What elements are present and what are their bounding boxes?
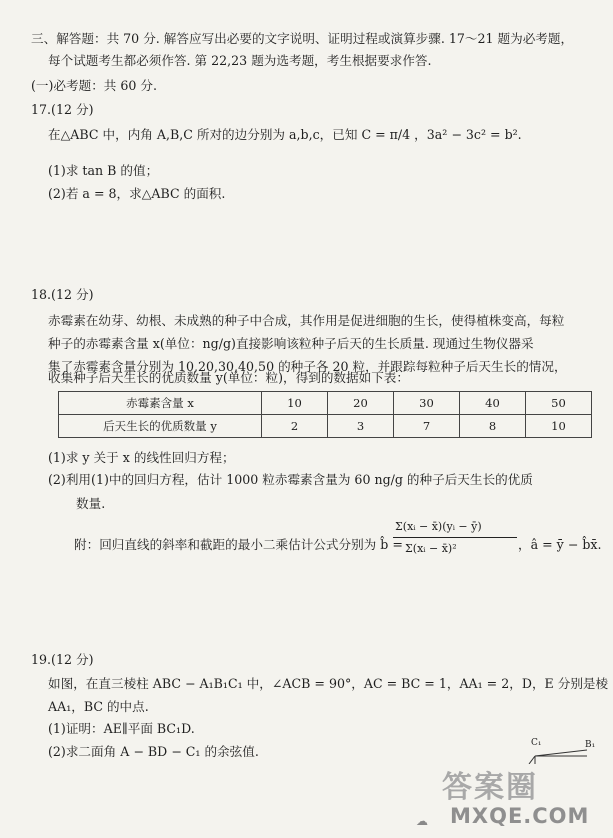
- label-b1: B₁: [585, 740, 596, 750]
- table-cell: 50: [526, 392, 592, 415]
- watermark: [416, 762, 606, 832]
- watermark-title: 答案圈: [442, 770, 538, 805]
- table-cell: 8: [460, 415, 526, 438]
- data-table: [58, 391, 592, 438]
- table-cell: 20: [328, 392, 394, 415]
- q18-para1: 赤霉素在幼芽、幼根、未成熟的种子中合成，其作用是促进细胞的生长，使得植株变高，每粒: [48, 313, 565, 328]
- watermark-url: MXQE.COM: [450, 804, 590, 828]
- q17-number: 17.(12 分): [31, 102, 94, 117]
- table-cell: 30: [394, 392, 460, 415]
- table-cell: 2: [262, 415, 328, 438]
- required-label: (一)必考题：共 60 分.: [31, 78, 158, 93]
- q18-part2-cont: 数量.: [76, 496, 106, 511]
- table-cell: 7: [394, 415, 460, 438]
- q18-para3: 集了赤霉素含量分别为 10,20,30,40,50 的种子各 20 粒，并跟踪每粒种子后天生长的情况，: [48, 359, 567, 374]
- section-heading: 三、解答题：共 70 分. 解答应写出必要的文字说明、证明过程或演算步骤. 17～21 题为必考题，: [31, 31, 574, 46]
- q19-part2: (2)求二面角 A − BD − C₁ 的余弦值.: [48, 744, 259, 759]
- table-cell: 3: [328, 415, 394, 438]
- formula-note: 附：回归直线的斜率和截距的最小二乘估计公式分别为 b̂ =: [74, 537, 403, 552]
- q19-part1: (1)证明：AE∥平面 BC₁D.: [48, 721, 195, 736]
- q19-stem: 如图，在直三棱柱 ABC − A₁B₁C₁ 中，∠ACB = 90°，AC = BC = 1，AA₁ = 2，D，E 分别是棱: [48, 676, 609, 691]
- fraction-bar: [393, 537, 517, 538]
- q17-stem: 在△ABC 中，内角 A,B,C 所对的边分别为 a,b,c，已知 C = π/4 ，3a² − 3c² = b².: [48, 127, 522, 142]
- table-cell: 10: [262, 392, 328, 415]
- prism-figure: [527, 738, 597, 764]
- table-header-y: 后天生长的优质数量 y: [59, 415, 262, 438]
- table-row: [59, 392, 592, 415]
- q17-part2: (2)若 a = 8，求△ABC 的面积.: [48, 186, 226, 201]
- section-instructions: 每个试题考生都必须作答. 第 22,23 题为选考题，考生根据要求作答.: [48, 53, 432, 68]
- q19-number: 19.(12 分): [31, 652, 94, 667]
- q18-para2: 种子的赤霉素含量 x(单位：ng/g)直接影响该粒种子后天的生长质量. 现通过生物仪器采: [48, 336, 534, 351]
- formula-denominator: Σ(xᵢ − x̄)²: [405, 542, 457, 555]
- wechat-icon: ☁: [416, 814, 428, 828]
- q18-number: 18.(12 分): [31, 287, 94, 302]
- q19-stem-cont: AA₁，BC 的中点.: [48, 699, 149, 714]
- q18-para4: 收集种子后天生长的优质数量 y(单位：粒)，得到的数据如下表：: [48, 370, 409, 385]
- table-cell: 10: [526, 415, 592, 438]
- label-c1: C₁: [531, 738, 542, 748]
- q18-part2: (2)利用(1)中的回归方程，估计 1000 粒赤霉素含量为 60 ng/g 的种子后天生长的优质: [48, 472, 533, 487]
- table-cell: 40: [460, 392, 526, 415]
- formula-intercept: ，â = ȳ − b̂x̄.: [518, 537, 602, 552]
- table-header-x: 赤霉素含量 x: [59, 392, 262, 415]
- q17-part1: (1)求 tan B 的值；: [48, 163, 159, 178]
- table-row: [59, 415, 592, 438]
- formula-numerator: Σ(xᵢ − x̄)(yᵢ − ȳ): [395, 520, 482, 533]
- q18-part1: (1)求 y 关于 x 的线性回归方程；: [48, 450, 235, 465]
